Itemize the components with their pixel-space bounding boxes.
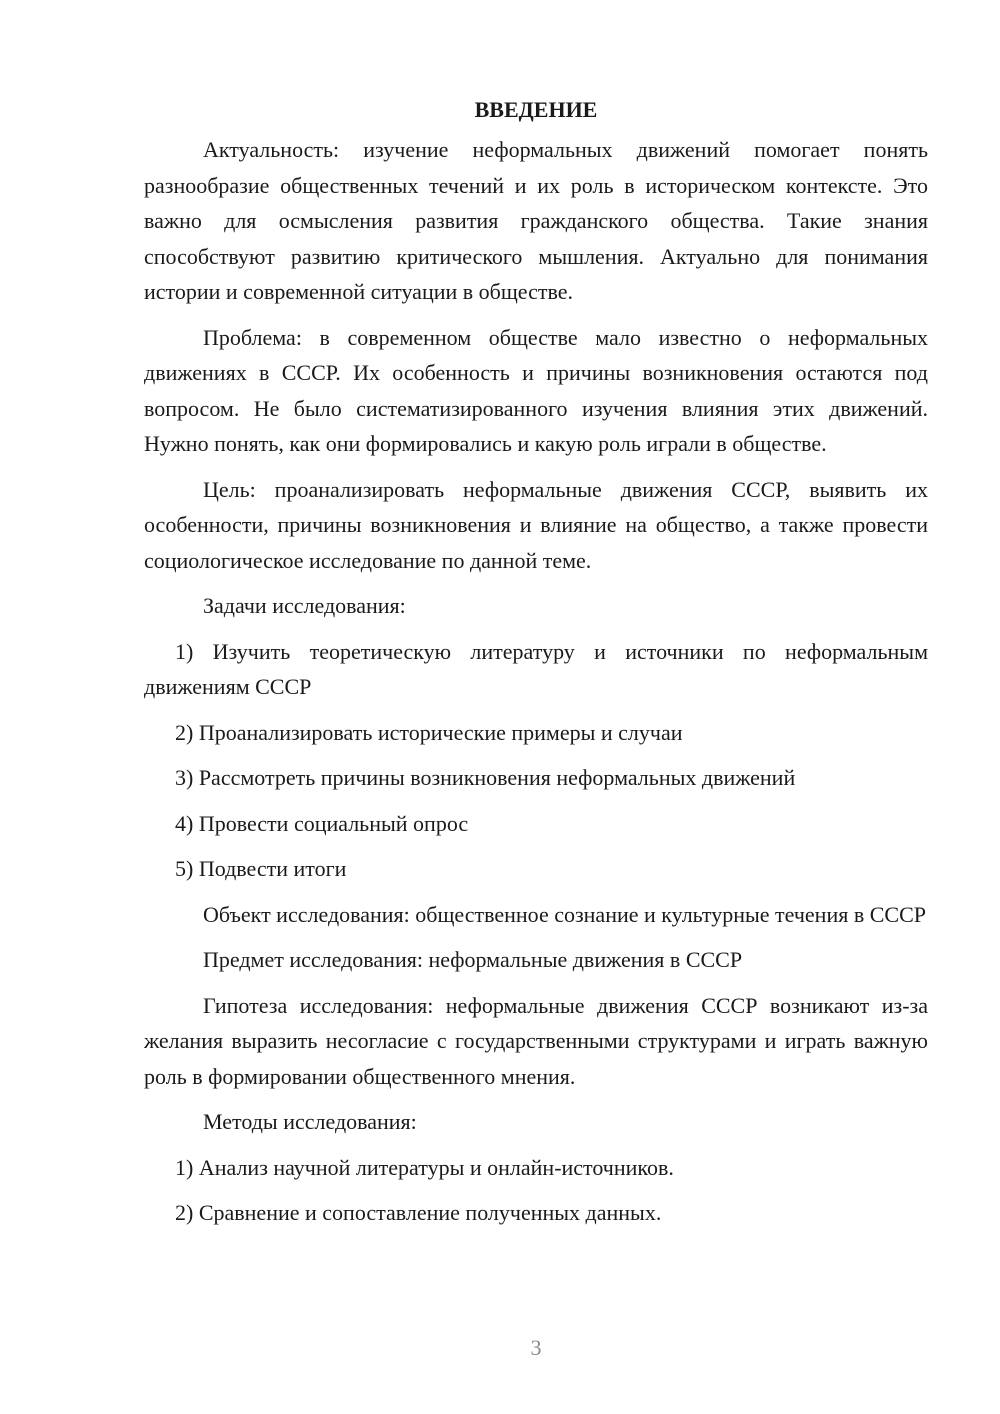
section-title: ВВЕДЕНИЕ <box>474 97 598 122</box>
subject-paragraph: Предмет исследования: неформальные движения в СССР <box>203 947 743 972</box>
tasks-heading: Задачи исследования: <box>203 593 406 618</box>
task-item: 4) Провести социальный опрос <box>175 810 469 836</box>
task-item: 1) Изучить теоретическую литературу и источники по неформальным движениям СССР <box>144 638 928 699</box>
methods-heading: Методы исследования: <box>203 1109 417 1134</box>
task-item: 5) Подвести итоги <box>175 856 347 881</box>
problem-paragraph: Проблема: в современном обществе мало известно о неформальных движениях в СССР. Их особенность и причины возникновения остаются под вопросом. Не было систематизированного изучения влияния этих движений. Нужно понять, как они формировались и какую роль играли в обществе. <box>144 324 928 456</box>
method-item: 2) Сравнение и сопоставление полученных данных. <box>175 1200 662 1225</box>
relevance-paragraph: Актуальность: изучение неформальных движений помогает понять разнообразие общественных течений и их роль в историческом контексте. Это важно для осмысления развития гражданского общества. Такие знания способствуют развитию критического мышления. Актуально для понимания истории и современной ситуации в обществе. <box>144 137 928 304</box>
page-number: 3 <box>530 1335 542 1360</box>
goal-paragraph: Цель: проанализировать неформальные движения СССР, выявить их особенности, причины возникновения и влияние на общество, а также провести социологическое исследование по данной теме. <box>144 476 928 573</box>
task-item: 2) Проанализировать исторические примеры и случаи <box>175 719 683 745</box>
hypothesis-paragraph: Гипотеза исследования: неформальные движения СССР возникают из-за желания выразить несогласие с государственными структурами и играть важную роль в формировании общественного мнения. <box>144 992 928 1089</box>
method-item: 1) Анализ научной литературы и онлайн-источников. <box>175 1154 674 1180</box>
object-paragraph: Объект исследования: общественное сознание и культурные течения в СССР <box>203 901 926 927</box>
task-item: 3) Рассмотреть причины возникновения неформальных движений <box>175 765 796 790</box>
page-content <box>144 92 928 1241</box>
